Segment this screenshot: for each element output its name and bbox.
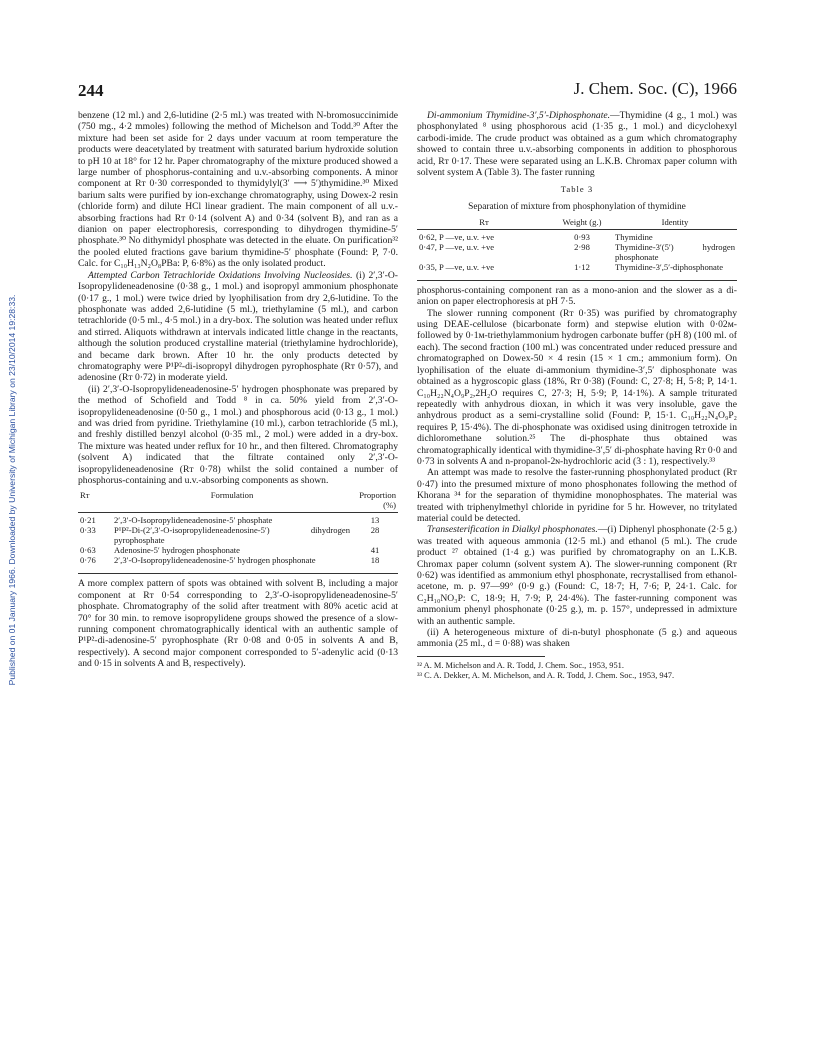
download-banner-text[interactable]: Published on 01 January 1966. Downloaded by University of Michigan Library on 23/10/2014 19:28:33. (7, 294, 17, 686)
table-cell: 41 (370, 545, 380, 556)
products-col-proportion: Proportion (%) (352, 490, 398, 513)
left-paragraph-3: (ii) 2′,3′-O-Isopropylideneadenosine-5′ hydrogen phosphonate was prepared by the method of Schofield and Todd ⁸ in ca. 50% yield from 2′,3′-O-isopropylideneadenosine (0·50 g., 1 mol.) and phosphorous acid (0·13 g., 1 mol.) and was dried from pyridine. Triethylamine (10 ml.), carbon tetrachloride (5 ml.), and freshly distilled benzyl alcohol (0·35 ml., 2 mol.) were added in a dry-box. The mixture was heated under reflux for 10 hr., and then filtered. Chromatography (solvent A) indicated that the filtrate contained only 2′,3′-O-isopropylideneadenosine (Rᴛ 0·78) whilst the solid contained a number of phosphorus-containing and u.v.-absorbing components as shown. (78, 383, 398, 486)
right-paragraph-5-text: —(i) Diphenyl phosphonate (2·5 g.) was treated with aqueous ammonia (12·5 ml.) and ethanol (5 ml.). The crude product ²⁷ obtained (1·4 g.) was purified by chromatography on an L.K.B. Chromax paper column (solvent system A). The slower-running component (Rᴛ 0·62) was identified as ammonium ethyl phosphonate, recrystallised from ethanol-acetone, m. p. 97—99° (0·9 g.) (Found: C, 18·7; H, 7·6; P, 24·1. Calc. for C₂H₁₀NO₃P: C, 18·9; H, 7·9; P, 24·4%). The faster-running component was ammonium phenyl phosphonate (0·25 g.), m. p. 157°, undepressed in admixture with an authentic sample. (417, 524, 737, 627)
footnote-32: ³² A. M. Michelson and A. R. Todd, J. Chem. Soc., 1953, 951. (417, 660, 624, 670)
section-heading-diphosphonate: Di-ammonium Thymidine-3′,5′-Diphosphonate. (427, 110, 611, 121)
download-banner[interactable] (4, 240, 20, 740)
table-cell: 0·47, P —ve, u.v. +ve (419, 241, 495, 252)
right-paragraph-5 (417, 524, 737, 627)
products-table-wrap (78, 490, 398, 574)
table-cell: 2′,3′-O-Isopropylideneadenosine-5′ phosphate (114, 515, 273, 526)
table-3-label: Table 3 (560, 184, 594, 195)
table-cell: 18 (370, 555, 380, 566)
products-col-rf: Rᴛ (78, 490, 112, 513)
table-cell: 0·21 (80, 515, 96, 526)
table-cell: 0·76 (80, 555, 96, 566)
table-cell: 0·33 (80, 525, 96, 536)
table-cell: 2′,3′-O-Isopropylideneadenosine-5′ hydrogen phosphonate (114, 555, 316, 566)
table-3-wrap (417, 217, 737, 281)
left-paragraph-1: benzene (12 ml.) and 2,6-lutidine (2·5 ml.) was treated with N-bromosuccinimide (750 mg., 4·2 mmoles) following the method of Michelson and Todd.³⁰ After the mixture had been set aside for 2 days under vacuum at room temperature the products were deacetylated by treatment with saturated barium hydroxide solution to pH 10 at 18° for 12 hr. Paper chromatography of the mixture produced showed a large number of phosphorus-containing and u.v.-absorbing components. A minor component at Rᴛ 0·30 corresponded to thymidylyl(3′ ⟶ 5′)thymidine.³⁰ Mixed barium salts were purified by ion-exchange chromatography, using Dowex-2 resin (chloride form) and dilute HCl linear gradient. The main component of all u.v.-absorbing fractions had Rᴛ 0·14 (solvent A) and 0·34 (solvent B), and ran as a dianion on paper electrophoresis, corresponding to dihydrogen thymidine-5′ phosphate.³⁰ No dithymidyl phosphate was detected in the eluate. On purification³² the pooled eluted fractions gave barium thymidine-5′ phosphate (Found: P, 7·0. Calc. for C₁₀H₁₃N₂O₈PBa: P, 6·8%) as the only isolated product. (78, 110, 398, 270)
footnote-33: ³³ C. A. Dekker, A. M. Michelson, and A. R. Todd, J. Chem. Soc., 1953, 947. (417, 670, 675, 680)
table-3 (417, 217, 737, 274)
table-cell: Adenosine-5′ hydrogen phosphonate (114, 545, 240, 556)
right-column (417, 110, 737, 681)
table-cell: Thymidine-3′(5′) hydrogen phosphonate (615, 241, 735, 262)
table-cell: 2·98 (574, 241, 590, 252)
table-cell: 0·63 (80, 545, 96, 556)
table-3-col-identity: Identity (613, 217, 737, 230)
left-column (78, 110, 398, 670)
table-cell: 0·93 (574, 231, 590, 242)
products-col-formulation: Formulation (112, 490, 352, 513)
table-cell: 1·12 (574, 261, 590, 272)
table-row (417, 229, 737, 242)
right-paragraph-2: phosphorus-containing component ran as a mono-anion and the slower as a di-anion on paper electrophoresis at pH 7·5. (417, 284, 737, 308)
table-3-col-rf: Rᴛ (417, 217, 551, 230)
right-paragraph-1-text: —Thymidine (4 g., 1 mol.) was phosphonylated ⁸ using phosphorous acid (1·35 g., 1 mol.) and dicyclohexyl carbodi-imide. The crude product was obtained as a gum which chromatography showed to contain three u.v.-absorbing components in addition to phosphorous acid, Rᴛ 0·17. These were separated using an L.K.B. Chromax paper column with solvent system A (Table 3). The faster running (417, 110, 737, 179)
table-3-title: Separation of mixture from phosphonylation of thymidine (468, 201, 686, 212)
page-number: 244 (78, 81, 104, 100)
products-table (78, 490, 398, 567)
table-cell: Thymidine-3′,5′-diphosphonate (615, 261, 724, 272)
left-paragraph-2-text: (i) 2′,3′-O-Isopropylideneadenosine (0·38 g., 1 mol.) and isopropyl ammonium phosphonate (0·17 g., 1 mol.) were twice dried by lyophilisation from dry 2,6-lutidine. To the phosphonate was added 2,6-lutidine (5 ml.), triethylamine (5 ml.), and carbon tetrachloride (0·5 ml., 4·5 mol.) in a dry-box. The solution was heated under reflux and stirred. Aliquots withdrawn at intervals indicated little change in the reactants, although the solution produced crystalline material (triethylamine hydrochloride), and became dark brown. After 10 hr. the only products detected by chromatography were P¹P²-di-isopropyl dihydrogen pyrophosphate (Rᴛ 0·57), and adenosine (Rᴛ 0·72) in moderate yield. (78, 269, 398, 384)
section-heading-transesterification: Transesterification in Dialkyl phosphonates. (427, 524, 598, 536)
right-paragraph-6: (ii) A heterogeneous mixture of di-n-butyl phosphonate (5 g.) and aqueous ammonia (25 ml., d = 0·88) was shaken (417, 627, 737, 650)
table-cell: 0·62, P —ve, u.v. +ve (419, 231, 495, 242)
left-paragraph-4: A more complex pattern of spots was obtained with solvent B, including a major component at Rᴛ 0·54 corresponding to 2,3′-O-isopropylideneadenosine-5′ phosphate. Chromatography of the solid after treatment with 80% acetic acid at 70° for 30 min. to remove isopropylidene groups showed the presence of a slow-running component chromatographically identical with an authentic sample of P¹P²-di-adenosine-5′ pyrophosphate (Rᴛ 0·08 and 0·05 in solvents A and B, respectively). A second major component corresponded to 5′-adenylic acid (0·13 and 0·15 in solvents A and B, respectively). (78, 578, 398, 670)
table-cell: Thymidine (615, 231, 653, 242)
left-paragraph-2 (78, 270, 398, 384)
table-row (78, 513, 398, 526)
table-cell: 0·35, P —ve, u.v. +ve (419, 261, 495, 272)
right-paragraph-3: The slower running component (Rᴛ 0·35) was purified by chromatography using DEAE-cellulose (bicarbonate form) and stepwise elution with 0·02ᴍ- followed by 0·1ᴍ-triethylammonium hydrogen carbonate buffer (pH 8) (100 ml. of each). The second fraction (100 ml.) was concentrated under reduced pressure and chromatographed on Dowex-50 × 4 resin (15 × 1 cm.; ammonium form). On lyophilisation of the eluate di-ammonium thymidine-3′,5′ diphosphonate was obtained as a hygroscopic glass (18%, Rᴛ 0·38) (Found: C, 27·8; H, 5·8; P, 14·1. C₁₀H₂₂N₄O₉P₂,2H₂O requires C, 27·3; H, 5·9; P, 14·1%). A sample triturated repeatedly with anhydrous dioxan, in which it was very insoluble, gave the anhydrous product as a semi-crystalline solid (Found: P, 15·1. C₁₀H₂₂N₄O₉P₂ requires P, 15·4%). The di-phosphonate was oxidised using dinitrogen tetroxide in dichloromethane solution.²⁵ The di-phosphate thus obtained was chromatographically identical with thymidine-3′,5′ di-phosphate having Rᴛ 0·0 and 0·73 in solvents A and n-propanol-2ɴ-hydrochloric acid (3 : 1), respectively.³³ (417, 307, 737, 467)
table-row (78, 545, 398, 555)
table-row (417, 242, 737, 262)
section-heading-oxidations: Attempted Carbon Tetrachloride Oxidations Involving Nucleosides. (88, 269, 353, 281)
table-cell: 28 (370, 525, 380, 536)
table-row (78, 525, 398, 545)
table-cell: 13 (370, 515, 380, 526)
table-row (417, 262, 737, 274)
table-3-col-weight: Weight (g.) (551, 217, 613, 230)
right-paragraph-4: An attempt was made to resolve the faster-running phosphonylated product (Rᴛ 0·47) into the presumed mixture of mono phosphonates following the method of Khorana ³⁴ for the separation of thymidine monophosphates. The material was treated with triphenylmethyl chloride in pyridine for 5 hr. However, no tritylated material could be detected. (417, 467, 737, 524)
journal-title: J. Chem. Soc. (C), 1966 (573, 79, 737, 98)
footnotes (417, 661, 737, 681)
right-paragraph-1 (417, 110, 737, 178)
table-cell: P¹P²-Di-(2′,3′-O-isopropylideneadenosine-5′) dihydrogen pyrophosphate (114, 525, 350, 546)
table-row (78, 555, 398, 567)
